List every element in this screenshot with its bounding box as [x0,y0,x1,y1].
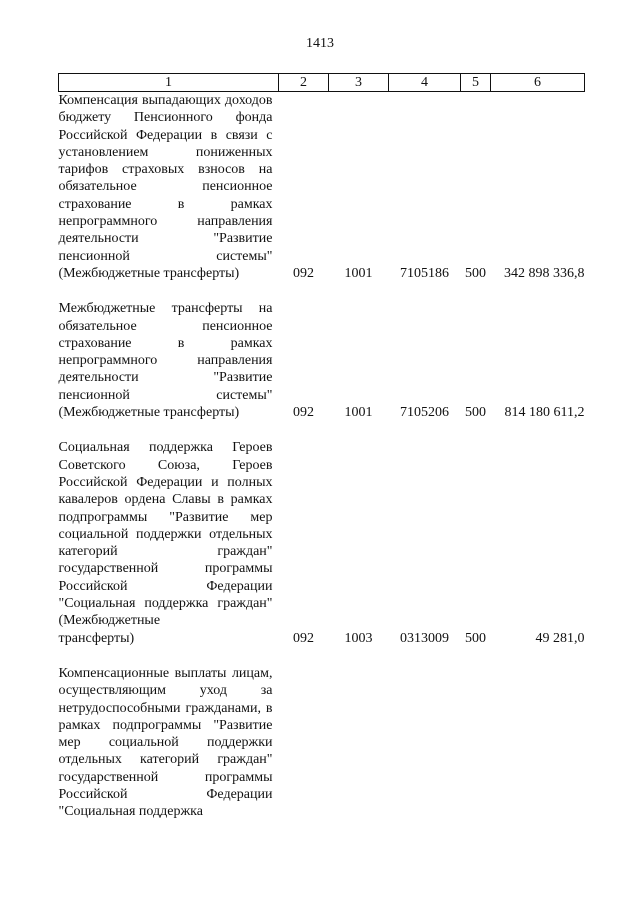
cell-col-5: 500 [465,265,486,281]
row-description [59,439,279,647]
header-col-1: 1 [59,74,279,92]
header-col-2: 2 [279,74,329,92]
cell-col-6: 814 180 611,2 [504,405,585,421]
cell-col-5: 500 [465,405,486,421]
cell-col-6: 49 281,0 [535,630,585,646]
description-text: Компенсационные выплаты лицам, осуществляющим уход за нетрудоспособными гражданами, в рамках подпрограммы "Развитие мер социальной поддержки отдельных категорий граждан" государственной программы Российской Федерации [58,665,273,802]
header-col-3: 3 [329,74,389,92]
table-row [59,300,585,421]
cell-col-3: 1001 [344,265,373,281]
table-row [59,92,585,283]
table-row [59,665,585,821]
cell-col-5: 500 [465,630,486,646]
description-text: Социальная поддержка Героев Советского Союза, Героев Российской Федерации и полных кавалеров ордена Славы в рамках подпрограммы "Развитие мер социальной поддержки отдельных категорий граждан" государственной программы Российской Федерации "Социальная поддержка граждан" (Межбюджетные [58,440,273,629]
table-row [59,439,585,647]
page-number: 1413 [306,36,334,51]
description-last-line: (Межбюджетные трансферты) [58,405,240,421]
header-col-5: 5 [461,74,491,92]
cell-col-2: 092 [293,630,314,646]
row-description [59,92,279,283]
cell-col-6: 342 898 336,8 [504,265,585,281]
cell-col-3: 1001 [344,405,373,421]
row-description [59,665,279,821]
description-text: Компенсация выпадающих доходов бюджету Пенсионного фонда Российской Федерации в связи с установлением пониженных тарифов страховых взносов на обязательное пенсионное страхование в рамках непрограммного направления деятельности "Развитие пенсионной системы" [58,93,273,264]
header-col-6: 6 [491,74,585,92]
row-description [59,300,279,421]
header-row [59,74,585,92]
description-last-line: трансферты) [58,630,135,646]
description-last-line: "Социальная поддержка [58,804,203,820]
description-last-line: (Межбюджетные трансферты) [58,265,240,281]
cell-col-4: 7105186 [400,265,449,281]
cell-col-2: 092 [293,405,314,421]
header-col-4: 4 [389,74,461,92]
description-text: Межбюджетные трансферты на обязательное пенсионное страхование в рамках непрограммного направления деятельности "Развитие пенсионной системы" [58,301,273,403]
cell-col-3: 1003 [344,630,373,646]
cell-col-4: 7105206 [400,405,449,421]
cell-col-2: 092 [293,265,314,281]
cell-col-4: 0313009 [400,630,449,646]
budget-table [58,73,585,821]
